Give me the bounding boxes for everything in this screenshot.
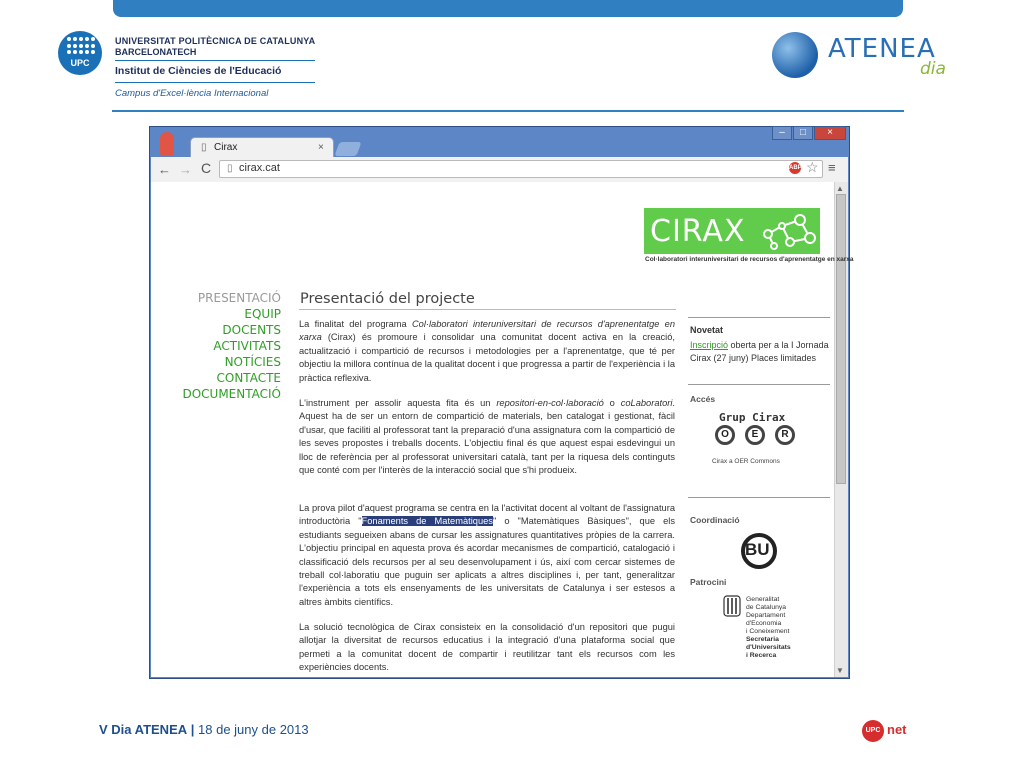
bu-logo-text: BU xyxy=(745,540,770,559)
university-sub: BARCELONATECH xyxy=(115,47,197,57)
minimize-button[interactable]: – xyxy=(772,126,792,140)
news-heading: Novetat xyxy=(690,325,724,335)
oer-commons-logo[interactable] xyxy=(713,425,803,453)
page-info-icon[interactable]: ▯ xyxy=(227,163,233,174)
oer-group-title[interactable]: Grup Cirax xyxy=(719,411,786,424)
page-title: Presentació del projecte xyxy=(300,291,475,307)
generalitat-text: Generalitat de Catalunya Departament d'Economia i Coneixement Secretaria d'Universitats i Recerca xyxy=(746,596,791,659)
institute-name: Institut de Ciències de l'Educació xyxy=(115,65,282,77)
nav-equip[interactable]: EQUIP xyxy=(244,307,281,321)
paragraph-4: La solució tecnològica de Cirax consisteix en la consolidació d'un repositori que pugui allotjar la diversitat de recursos educatius i la integració d'una plataforma social que permeti a la comunitat docent de compartir i reutilitzar tant els recursos com les experiències docents. xyxy=(299,622,675,673)
url-text[interactable]: cirax.cat xyxy=(239,162,280,174)
atenea-globe-icon xyxy=(772,32,818,78)
scroll-down-icon[interactable]: ▼ xyxy=(836,666,844,675)
oer-letter: E xyxy=(745,425,765,445)
sidebar-divider xyxy=(688,497,830,498)
news-text: Inscripció oberta per a la I Jornada Cirax (27 juny) Places limitades xyxy=(690,340,829,363)
scrollbar-thumb[interactable] xyxy=(836,194,846,484)
menu-icon[interactable]: ≡ xyxy=(828,160,836,175)
slide-top-bar xyxy=(113,0,903,17)
footer-date: 18 de juny de 2013 xyxy=(198,722,309,737)
forward-arrow-icon[interactable]: → xyxy=(179,162,192,177)
sidebar-divider xyxy=(688,317,830,318)
molecule-icon xyxy=(760,212,818,252)
coordination-heading: Coordinació xyxy=(690,515,740,525)
oer-letter: O xyxy=(715,425,735,445)
sidebar-divider xyxy=(688,384,830,385)
title-divider xyxy=(299,309,676,310)
sponsor-heading: Patrocini xyxy=(690,577,727,587)
nav-docents[interactable]: DOCENTS xyxy=(222,323,281,337)
paragraph-3: La prova pilot d'aquest programa se centra en la l'activitat docent al voltant de l'assignatura introductòria "Fonaments de Matemàtiques" o "Matemàtiques Bàsiques", que els estudiants segueixen abans de cursar les assignatures quantitatives pròpies de la carrera. L'objectiu principal en aquesta prova és acordar mecanismes de compartició, catalogació i classificació dels recursos per al seu desenvolupament i ús, així com cercar sistemes de treball col·laboratiu que puguin ser aplicats a altres disciplines i, per tant, generalitzar l'experiència a tots els ensenyaments de les universitats de Catalunya i ser estesos a altres àmbits científics. xyxy=(299,503,676,607)
header-divider xyxy=(112,110,904,112)
nav-noticies[interactable]: NOTÍCIES xyxy=(224,355,281,369)
tab-close-icon[interactable]: × xyxy=(318,142,324,153)
upc-logo xyxy=(58,31,102,75)
paragraph-2: L'instrument per assolir aquesta fita és un repositori-en-col·laboració o coLaboratori. Aquest ha de ser un entorn de compartició de materials, ben catalogat i gestionat, fàcil d'usar, que faciliti al professorat tant la preparació d'una assignatura com la compartició de les seves propostes i treballs docents. L'objectiu final és que aquest espai esdevingui un lloc de referència per al professorat universitari català, tant per la riquesa dels continguts que conté com per l'interès de la interacció social que s'hi produeix. xyxy=(299,398,675,476)
close-window-button[interactable]: × xyxy=(814,126,846,140)
selected-text: Fonaments de Matemàtiques xyxy=(361,516,493,527)
page-icon: ▯ xyxy=(201,142,207,153)
star-icon[interactable]: ☆ xyxy=(806,159,819,175)
reload-icon[interactable]: C xyxy=(201,160,212,176)
nav-documentacio[interactable]: DOCUMENTACIÓ xyxy=(182,387,281,401)
generalitat-emblem-icon xyxy=(723,595,741,617)
maximize-button[interactable]: □ xyxy=(793,126,813,140)
oer-caption: Cirax a OER Commons xyxy=(712,458,780,465)
adblock-icon[interactable]: ABP xyxy=(789,162,801,174)
nav-activitats[interactable]: ACTIVITATS xyxy=(213,339,281,353)
upcnet-logo-word: net xyxy=(887,722,907,737)
browser-avatar-icon xyxy=(160,132,174,156)
upcnet-logo: UPC xyxy=(862,720,884,742)
window-controls xyxy=(772,126,848,142)
campus-label: Campus d'Excel·lència Internacional xyxy=(115,88,269,99)
access-heading: Accés xyxy=(690,394,716,404)
address-bar[interactable] xyxy=(219,160,823,178)
cirax-logo-word: CIRAX xyxy=(650,214,746,249)
footer-title: V Dia ATENEA | 18 de juny de 2013 xyxy=(99,722,309,737)
tab-title: Cirax xyxy=(214,142,238,153)
browser-tab[interactable] xyxy=(190,137,334,158)
inscripcio-link[interactable]: Inscripció xyxy=(690,340,729,350)
university-name: UNIVERSITAT POLITÈCNICA DE CATALUNYA xyxy=(115,36,316,46)
nav-contacte[interactable]: CONTACTE xyxy=(216,371,281,385)
paragraph-1: La finalitat del programa Col·laboratori interuniversitari de recursos d'aprenentatge en xarxa (Cirax) és promoure i consolidar una comunitat docent activa en la creació, actualització i compartició de recursos i metodologies per a l'aprenentatge, que té per objectiu la millora contínua de la qualitat docent i que progressa a partir de l'experiència i la pràctica reflexiva. xyxy=(299,319,676,383)
atenea-logo-word: ATENEA xyxy=(828,34,936,64)
upc-logo-text: UPC xyxy=(70,58,90,68)
nav-presentacio[interactable]: PRESENTACIÓ xyxy=(197,291,281,305)
scroll-up-icon[interactable]: ▲ xyxy=(836,184,844,193)
cirax-logo-subtitle: Col·laboratori interuniversitari de recursos d'aprenentatge en xarxa xyxy=(645,256,854,263)
university-text-block xyxy=(115,36,325,99)
oer-letter: R xyxy=(775,425,795,445)
atenea-logo-dia: dia xyxy=(920,59,946,79)
back-arrow-icon[interactable]: ← xyxy=(158,162,171,177)
